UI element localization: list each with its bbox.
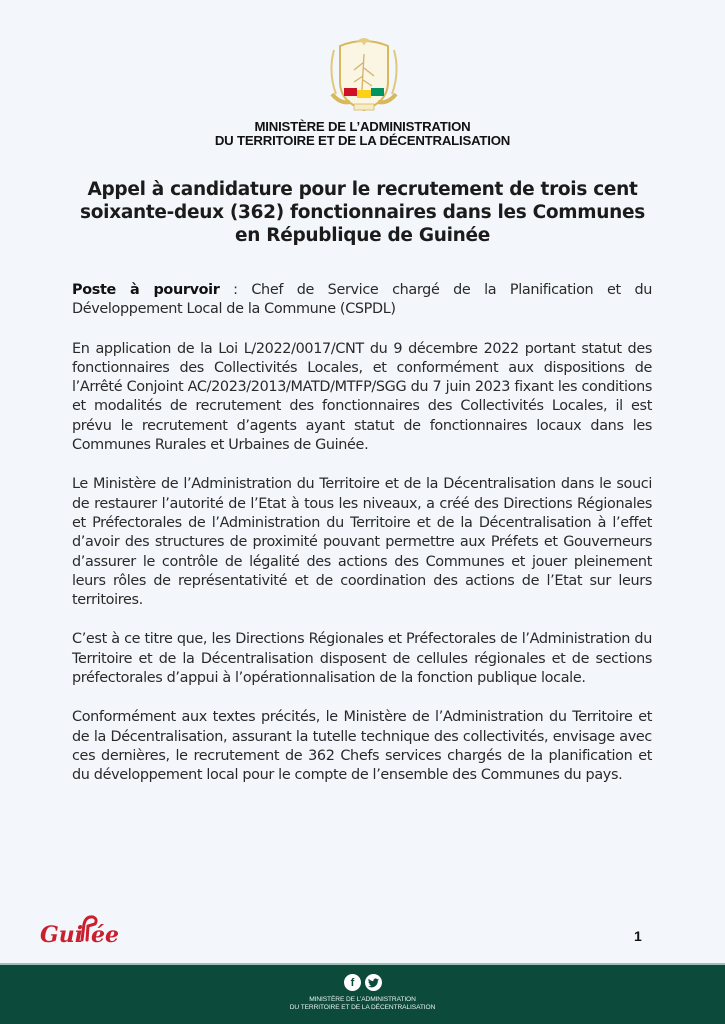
svg-text:ée: ée	[91, 922, 119, 948]
position-value: Chef de Service chargé de la Planification et du Développement Local de la Commune (CSPDL)	[72, 282, 652, 318]
social-links	[344, 974, 382, 991]
title-line-3: en République de Guinée	[235, 225, 490, 246]
twitter-bird-icon	[368, 978, 379, 988]
position-label: Poste à pourvoir	[72, 282, 220, 298]
position-separator: :	[219, 282, 252, 298]
facebook-icon[interactable]: f	[344, 974, 361, 991]
title-line-2: soixante-deux (362) fonctionnaires dans les Communes	[80, 202, 645, 223]
guinea-coat-of-arms-icon	[326, 32, 402, 116]
document-body	[72, 281, 652, 806]
footer-line-1: MINISTÈRE DE L’ADMINISTRATION	[309, 996, 416, 1003]
page-title	[60, 178, 665, 247]
svg-text:Gui: Gui	[40, 922, 84, 948]
footer-bar	[0, 963, 725, 1024]
ministry-line-2: DU TERRITOIRE ET DE LA DÉCENTRALISATION	[214, 133, 511, 148]
paragraph-ministry-structures: Le Ministère de l’Administration du Territoire et de la Décentralisation dans le souci de restaurer l’autorité de l’Etat à tous les niveaux, a créé des Directions Régionales et Préfectorales de l’Administration du Territoire et de la Décentralisation à l’effet d’avoir des structures de proximité pouvant permettre aux Préfets et Gouverneurs d’assurer le contrôle de légalité des actions des Communes et jouer pleinement leurs rôles de représentativité et de coordination des actions de l’Etat sur leurs territoires.	[72, 476, 652, 609]
footer-ministry-name	[0, 996, 725, 1012]
ministry-line-1: MINISTÈRE DE L’ADMINISTRATION	[254, 119, 471, 134]
title-line-1: Appel à candidature pour le recrutement de trois cent	[87, 179, 638, 200]
page-number: 1	[634, 928, 642, 944]
twitter-icon[interactable]	[365, 974, 382, 991]
footer-line-2: DU TERRITOIRE ET DE LA DÉCENTRALISATION	[289, 1004, 436, 1011]
paragraph-regional-cells: C’est à ce titre que, les Directions Régionales et Préfectorales de l’Administration du Territoire et de la Décentralisation disposent de cellules régionales et de sections préfectorales d’appui à l’opérationnalisation de la fonction publique locale.	[72, 631, 652, 687]
paragraph-recruitment: Conformément aux textes précités, le Ministère de l’Administration du Territoire et de la Décentralisation, assurant la tutelle technique des collectivités, envisage avec ces dernières, le recrutement de 362 Chefs services chargés de la planification et du développement local pour le compte de l’ensemble des Communes du pays.	[72, 709, 652, 784]
guinee-brand-logo	[38, 910, 128, 950]
position-paragraph	[72, 281, 652, 320]
paragraph-legal-basis: En application de la Loi L/2022/0017/CNT du 9 décembre 2022 portant statut des fonctionnaires des Collectivités Locales, et conformément aux dispositions de l’Arrêté Conjoint AC/2023/2013/MATD/MTFP/SGG du 7 juin 2023 fixant les conditions et modalités de recrutement des fonctionnaires des Collectivités Locales, il est prévu le recrutement d’agents ayant statut de fonctionnaires locaux dans les Communes Rurales et Urbaines de Guinée.	[72, 340, 652, 454]
ministry-header	[0, 120, 725, 148]
